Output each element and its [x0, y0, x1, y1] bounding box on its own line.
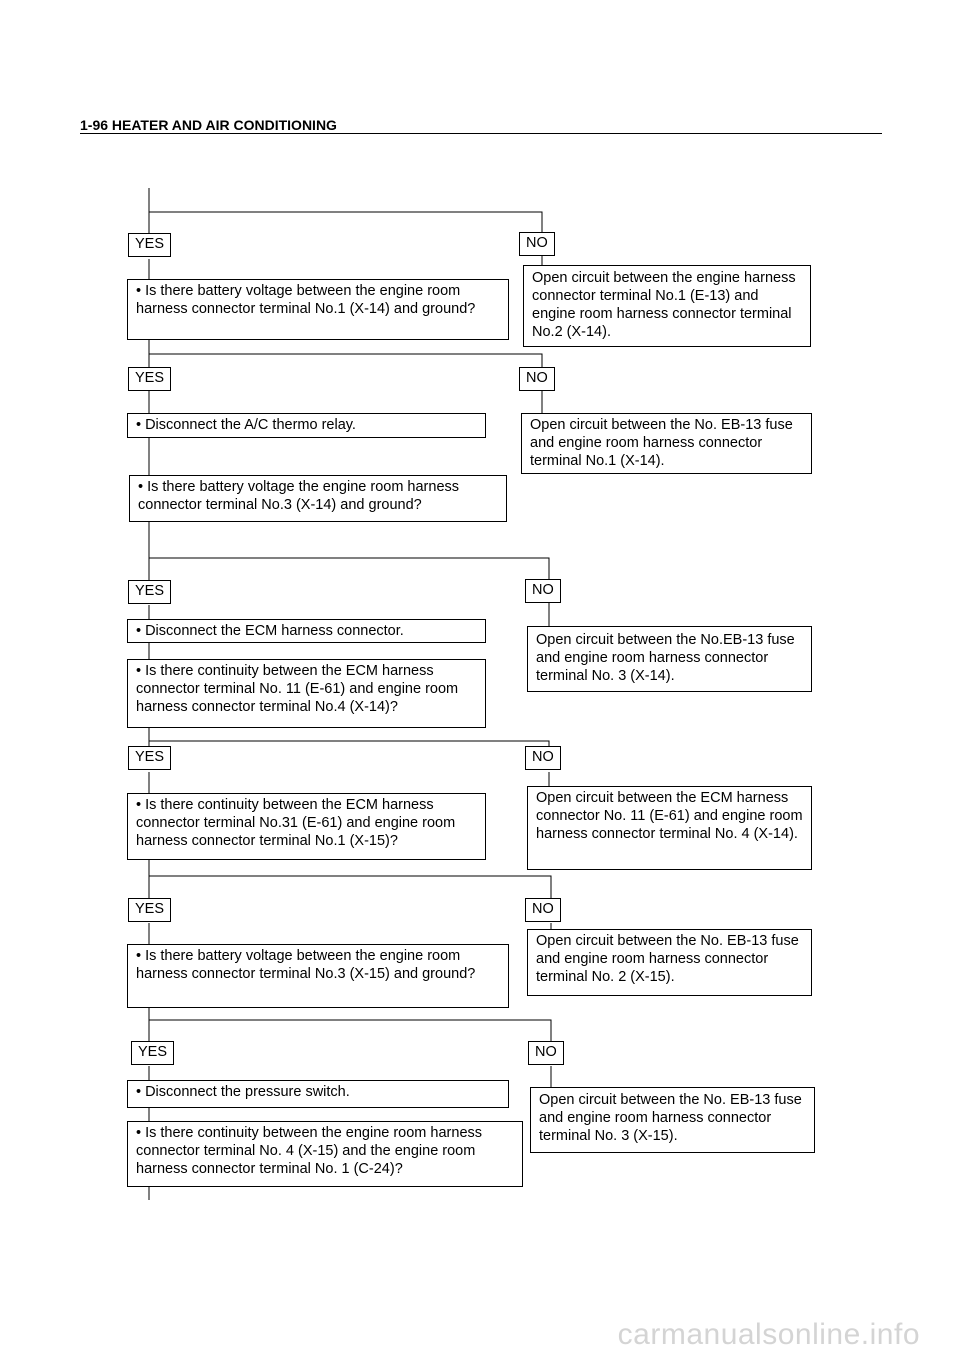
question-battery-x14-3 [129, 475, 507, 522]
no-label-6: NO [528, 1041, 564, 1065]
outcome-open-eb13-x15-2: Open circuit between the No. EB-13 fuse and engine room harness connector terminal No. 2 (X-15). [527, 929, 812, 996]
action-text: Disconnect the A/C thermo relay. [145, 417, 356, 433]
no-label-1: NO [519, 232, 555, 256]
bullet-icon: • [136, 948, 142, 964]
action-disconnect-ecm [127, 619, 486, 643]
bullet-icon: • [136, 797, 142, 813]
question-text: Is there continuity between the engine room harness connector terminal No. 4 (X-15) and the engine room harness connector terminal No. 1 (C-24)? [136, 1125, 483, 1177]
no-label-5: NO [525, 898, 561, 922]
outcome-open-eb13-x15-3: Open circuit between the No. EB-13 fuse and engine room harness connector terminal No. 3 (X-15). [530, 1087, 815, 1153]
outcome-open-ecm11-x14-4: Open circuit between the ECM harness connector No. 11 (E-61) and engine room harness connector terminal No. 4 (X-14). [527, 786, 812, 870]
watermark: carmanualsonline.info [617, 1318, 920, 1351]
no-label-2: NO [519, 367, 555, 391]
question-continuity-x15-4 [127, 1121, 523, 1187]
question-text: Is there battery voltage the engine room harness connector terminal No.3 (X-14) and ground? [138, 479, 460, 513]
yes-label-3: YES [128, 580, 171, 604]
bullet-icon: • [136, 1084, 142, 1100]
bullet-icon: • [136, 1125, 142, 1141]
question-text: Is there battery voltage between the engine room harness connector terminal No.1 (X-14) and ground? [136, 283, 476, 317]
yes-label-6: YES [131, 1041, 174, 1065]
action-disconnect-thermo-relay [127, 413, 486, 438]
outcome-open-eb13-x14-3: Open circuit between the No.EB-13 fuse and engine room harness connector terminal No. 3 (X-14). [527, 626, 812, 692]
action-text: Disconnect the pressure switch. [145, 1084, 350, 1100]
no-label-4: NO [525, 746, 561, 770]
question-text: Is there continuity between the ECM harness connector terminal No. 11 (E-61) and engine room harness connector terminal No.4 (X-14)? [136, 663, 459, 715]
question-continuity-e61-11 [127, 659, 486, 728]
yes-label-4: YES [128, 746, 171, 770]
no-label-3: NO [525, 579, 561, 603]
question-battery-x14-1 [127, 279, 509, 340]
question-battery-x15-3 [127, 944, 509, 1008]
bullet-icon: • [136, 663, 142, 679]
yes-label-1: YES [128, 233, 171, 257]
bullet-icon: • [136, 417, 142, 433]
action-text: Disconnect the ECM harness connector. [145, 623, 404, 639]
yes-label-2: YES [128, 367, 171, 391]
question-continuity-e61-31 [127, 793, 486, 860]
bullet-icon: • [136, 283, 142, 299]
question-text: Is there continuity between the ECM harness connector terminal No.31 (E-61) and engine room harness connector terminal No.1 (X-15)? [136, 797, 456, 849]
question-text: Is there battery voltage between the engine room harness connector terminal No.3 (X-15) and ground? [136, 948, 476, 982]
outcome-open-e13-x14-2: Open circuit between the engine harness connector terminal No.1 (E-13) and engine room harness connector terminal No.2 (X-14). [523, 265, 811, 347]
bullet-icon: • [138, 479, 144, 495]
bullet-icon: • [136, 623, 142, 639]
page-header: 1-96 HEATER AND AIR CONDITIONING [80, 117, 337, 133]
yes-label-5: YES [128, 898, 171, 922]
outcome-open-eb13-x14-1: Open circuit between the No. EB-13 fuse and engine room harness connector terminal No.1 (X-14). [521, 413, 812, 474]
action-disconnect-pressure-switch [127, 1080, 509, 1108]
